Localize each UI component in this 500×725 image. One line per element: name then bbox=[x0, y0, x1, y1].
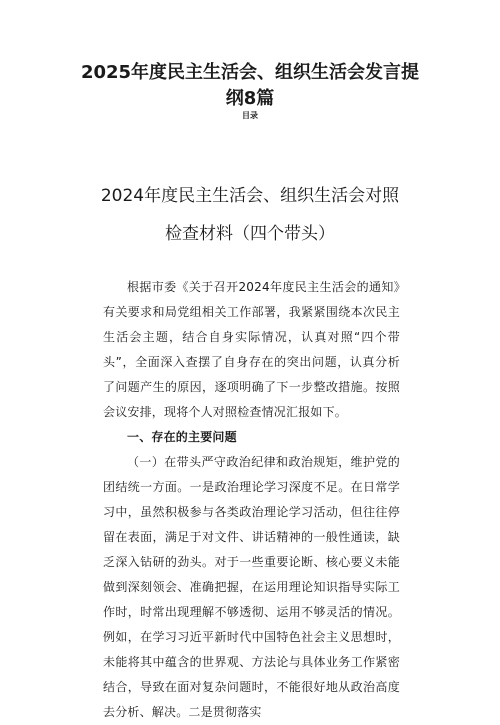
document-main-title: 2025年度民主生活会、组织生活会发言提纲8篇 bbox=[80, 62, 420, 109]
intro-paragraph: 根据市委《关于召开2024年度民主生活会的通知》有关要求和局党组相关工作部署，我紧紧围绕本次民主生活会主题，结合自身实际情况，认真对照“四个带头”，全面深入查摆了自身存在的突出问题，认真分析了问题产生的原因，逐项明确了下一步整改措施。按照会议安排，现将个人对照检查情况汇报如下。 bbox=[103, 280, 400, 419]
section-title: 2024年度民主生活会、组织生活会对照检查材料（四个带头） bbox=[100, 186, 400, 244]
heading-main-problems: 一、存在的主要问题 bbox=[127, 430, 237, 444]
body-paragraph: （一）在带头严守政治纪律和政治规矩，维护党的团结统一方面。一是政治理论学习深度不足。在日常学习中，虽然积极参与各类政治理论学习活动，但往往停留在表面，满足于对文件、讲话精神的一般性通读，缺乏深入钻研的劲头。对于一些重要论断、核心要义未能做到深刻领会、准确把握，在运用理论知识指导实际工作时，时常出现理解不够透彻、运用不够灵活的情况。例如，在学习习近平新时代中国特色社会主义思想时，未能将其中蕴含的世界观、方法论与具体业务工作紧密结合，导致在面对复杂问题时，不能很好地从政治高度去分析、解决。二是贯彻落实 bbox=[103, 455, 400, 719]
toc-label[interactable]: 目录 bbox=[242, 111, 258, 120]
document-body bbox=[103, 275, 400, 725]
